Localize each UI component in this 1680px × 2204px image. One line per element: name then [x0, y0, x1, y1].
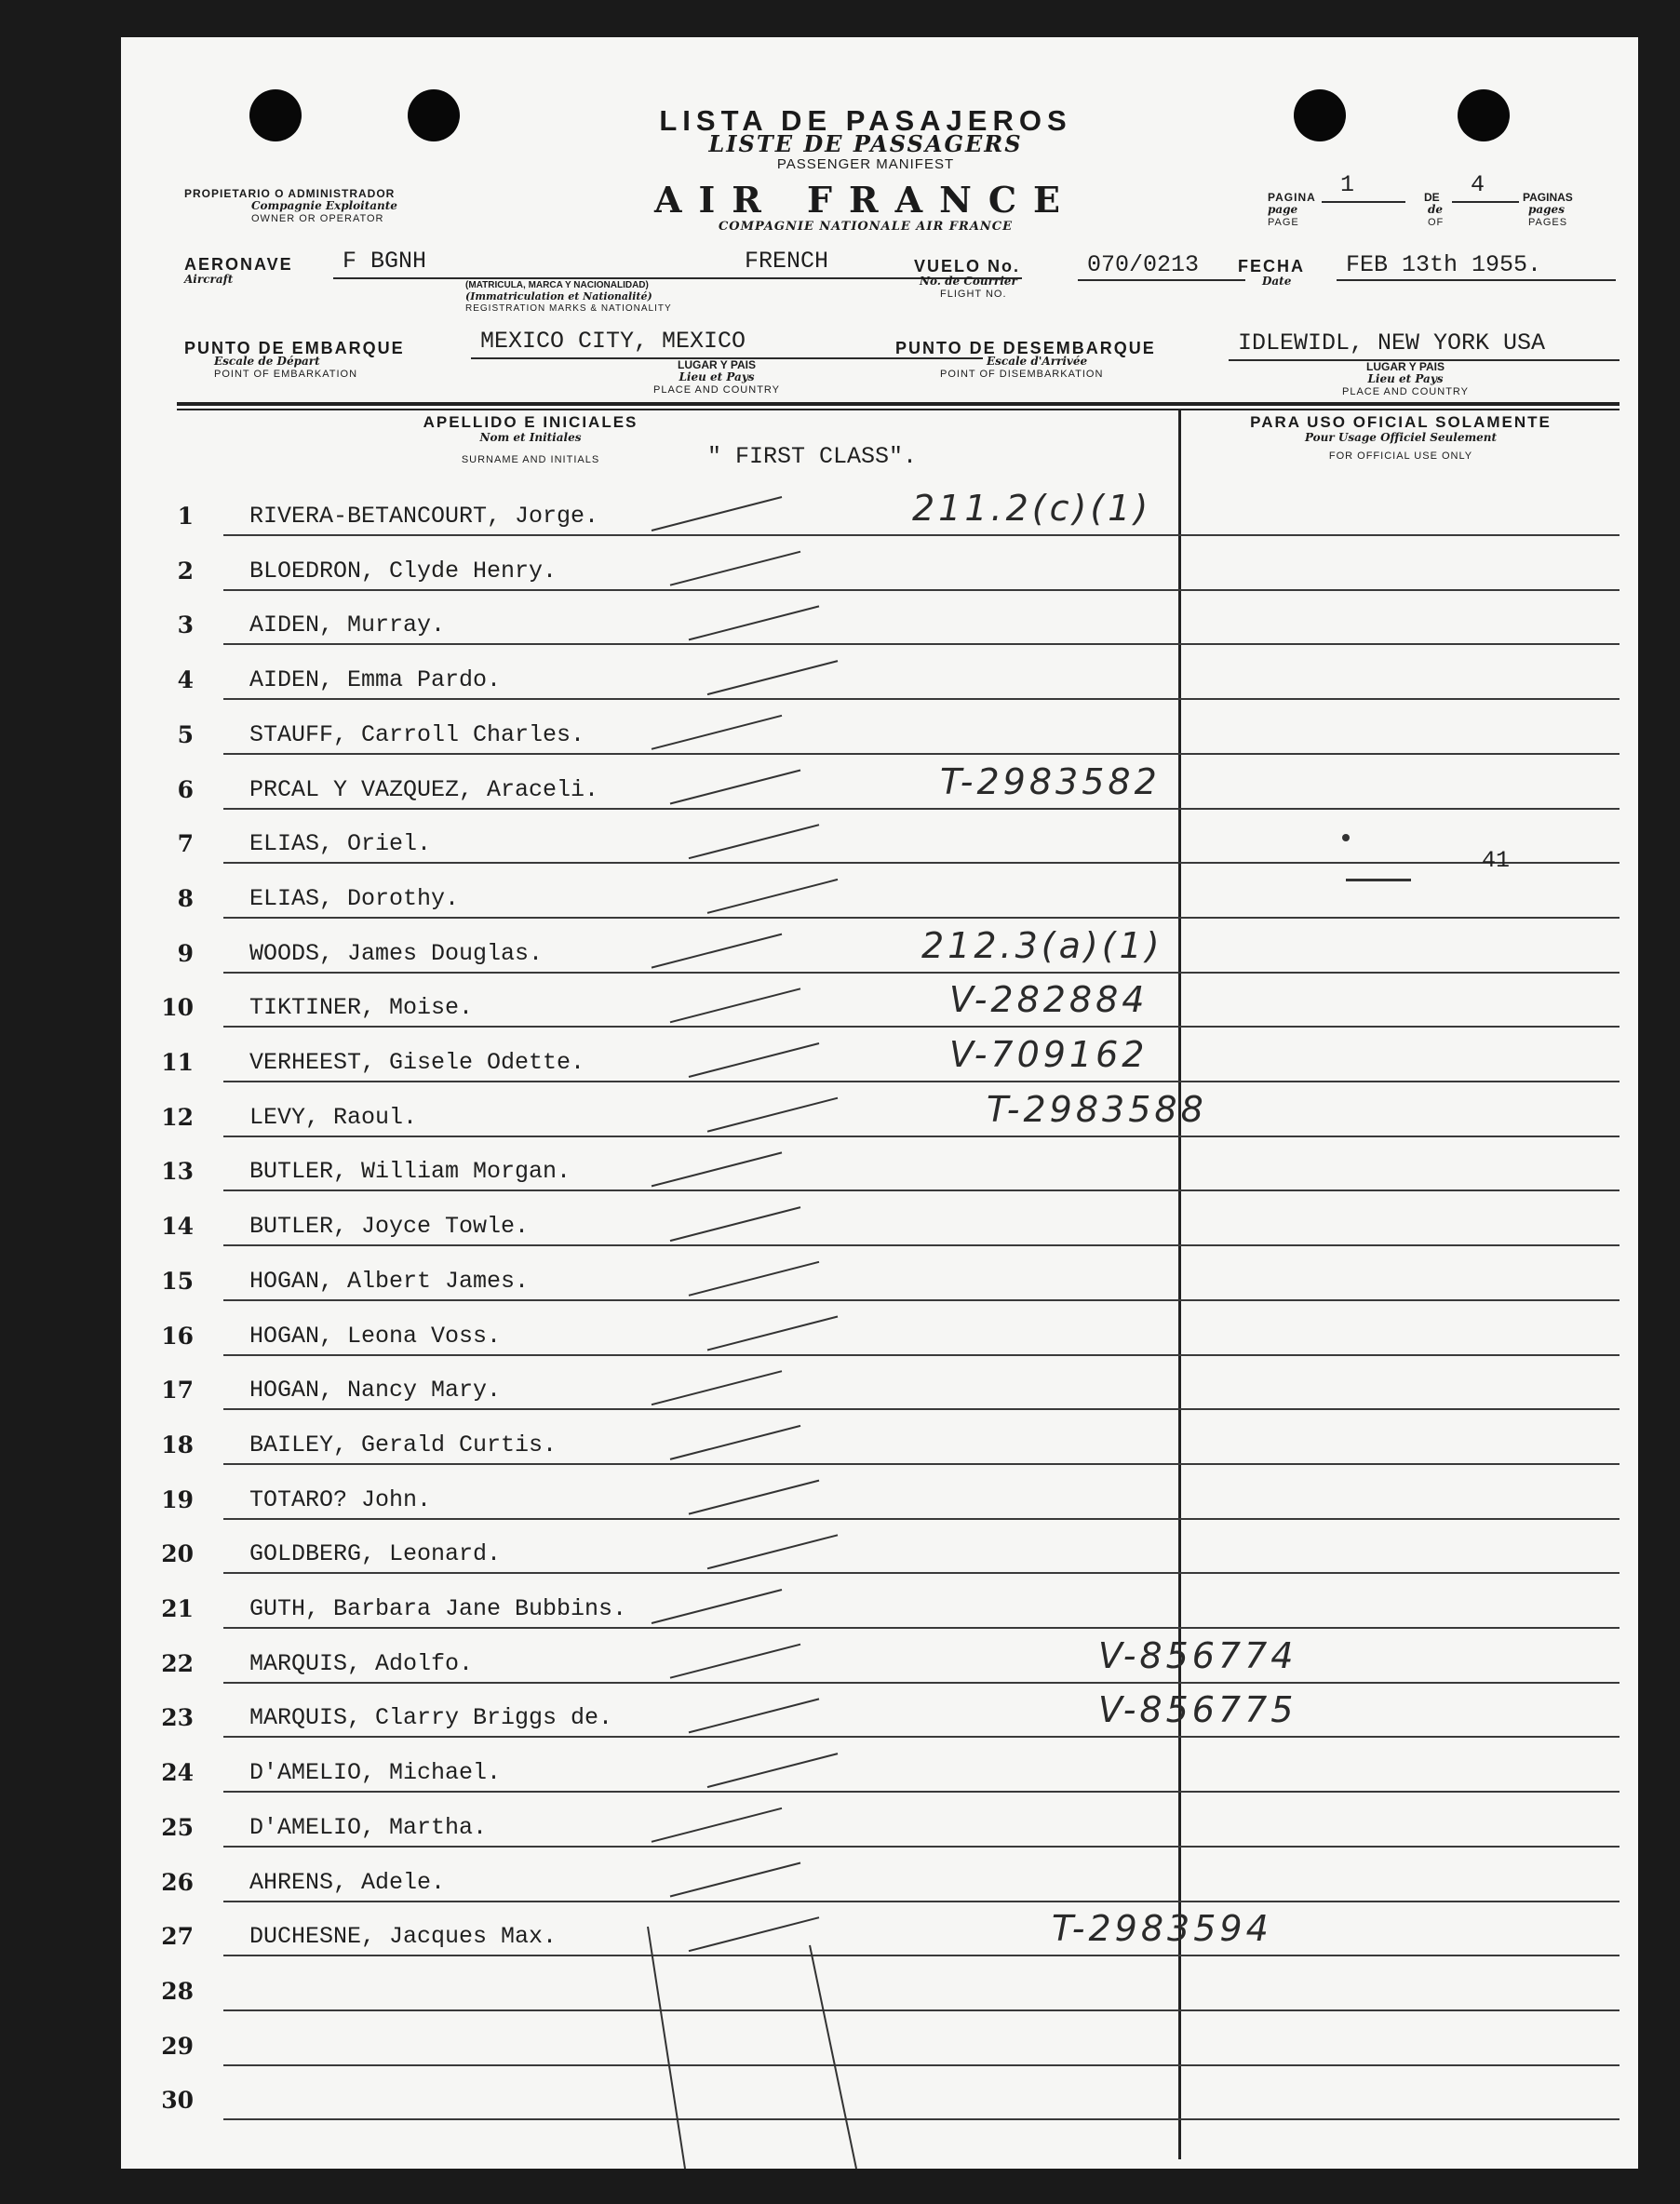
tick-mark [652, 1152, 782, 1186]
aircraft-label-es: AERONAVE [184, 255, 293, 274]
tick-mark [670, 1645, 800, 1678]
tick-mark [707, 1317, 838, 1351]
passenger-name: TIKTINER, Moise. [249, 994, 474, 1022]
passenger-name: VERHEEST, Gisele Odette. [249, 1049, 585, 1076]
owner-label-en: OWNER OR OPERATOR [251, 213, 384, 224]
aircraft-nationality: FRENCH [745, 248, 829, 275]
row-number: 13 [161, 1158, 194, 1186]
row-number: 7 [177, 830, 194, 858]
tick-mark [670, 1863, 800, 1897]
pages-label-en: PAGES [1528, 217, 1568, 228]
date-label-es: FECHA [1238, 257, 1305, 276]
disembark-place-fr: Lieu et Pays [1367, 372, 1444, 385]
tick-mark [707, 1535, 838, 1568]
passenger-name: LEVY, Raoul. [249, 1103, 418, 1131]
visa-code: V-709162 [949, 1034, 1149, 1075]
passenger-name: MARQUIS, Clarry Briggs de. [249, 1704, 613, 1732]
pencil-stroke [648, 1927, 685, 2169]
row-number: 17 [161, 1377, 194, 1404]
passenger-name: HOGAN, Leona Voss. [249, 1322, 502, 1350]
row-number: 2 [177, 557, 194, 585]
tick-mark [670, 552, 800, 585]
of-label-fr: de [1428, 203, 1444, 216]
flight-number: 070/0213 [1087, 251, 1200, 278]
disembark-place-es: LUGAR Y PAIS [1365, 360, 1445, 373]
row-number: 25 [161, 1813, 194, 1841]
row-number: 14 [161, 1213, 194, 1241]
passenger-name: WOODS, James Douglas. [249, 939, 544, 967]
row-number: 15 [161, 1267, 194, 1295]
flight-label-en: FLIGHT NO. [940, 289, 1007, 300]
row-number: 6 [177, 775, 194, 803]
embark-label-en: POINT OF EMBARKATION [214, 369, 358, 380]
visa-code: V-856775 [1098, 1689, 1297, 1731]
embark-place-fr: Lieu et Pays [679, 370, 755, 383]
official-column-en: FOR OFFICIAL USE ONLY [1328, 450, 1473, 462]
title-es: LISTA DE PASAJEROS [659, 104, 1072, 137]
official-mark: 41 [1482, 847, 1511, 874]
title-en: PASSENGER MANIFEST [776, 156, 955, 172]
row-number: 5 [177, 720, 194, 748]
row-number: 26 [161, 1868, 194, 1896]
page-number: 1 [1340, 171, 1355, 198]
passenger-name: BUTLER, Joyce Towle. [249, 1213, 530, 1241]
registration-label-en: REGISTRATION MARKS & NATIONALITY [465, 303, 672, 314]
embark-value: MEXICO CITY, MEXICO [480, 328, 746, 355]
row-number: 29 [161, 2032, 194, 2060]
row-number: 23 [161, 1704, 194, 1732]
passenger-name: ELIAS, Dorothy. [249, 884, 460, 912]
passenger-name: HOGAN, Nancy Mary. [249, 1377, 502, 1404]
row-number: 9 [177, 939, 194, 967]
tick-mark [707, 661, 838, 694]
passenger-name: DUCHESNE, Jacques Max. [249, 1923, 558, 1951]
tick-mark [652, 934, 782, 968]
row-number: 3 [177, 611, 194, 639]
tick-mark [652, 497, 782, 531]
embark-place-es: LUGAR Y PAIS [677, 358, 757, 371]
row-number: 16 [161, 1322, 194, 1350]
tick-mark [670, 771, 800, 804]
visa-code: V-282884 [949, 979, 1149, 1021]
row-number: 28 [161, 1977, 194, 2005]
aircraft-registration: F BGNH [343, 248, 427, 275]
passenger-name: GOLDBERG, Leonard. [249, 1540, 502, 1568]
passenger-name: BAILEY, Gerald Curtis. [249, 1431, 558, 1458]
tick-marks [121, 37, 1638, 2169]
embark-label-fr: Escale de Départ [214, 355, 320, 368]
flight-label-es: VUELO No. [914, 257, 1021, 276]
row-number: 20 [161, 1540, 194, 1568]
tick-mark [689, 1699, 819, 1732]
tick-mark [707, 880, 838, 913]
row-number: 1 [177, 503, 194, 530]
passenger-name: AIDEN, Emma Pardo. [249, 666, 502, 694]
row-number: 4 [177, 666, 194, 694]
tick-mark [670, 988, 800, 1022]
aircraft-label-fr: Aircraft [184, 273, 234, 286]
row-number: 22 [161, 1649, 194, 1677]
passenger-name: TOTARO? John. [249, 1485, 432, 1513]
disembark-value: IDLEWIDL, NEW YORK USA [1238, 329, 1546, 356]
passenger-name: AHRENS, Adele. [249, 1868, 446, 1896]
passenger-name: AIDEN, Murray. [249, 611, 446, 639]
pages-label-fr: pages [1528, 203, 1565, 216]
registration-label-es: (MATRICULA, MARCA Y NACIONALIDAD) [465, 280, 649, 290]
of-label-es: DE [1424, 191, 1440, 204]
flight-date: FEB 13th 1955. [1346, 251, 1542, 278]
official-column-es: PARA USO OFICIAL SOLAMENTE [1250, 413, 1552, 431]
visa-code: 211.2(c)(1) [912, 488, 1152, 529]
pages-label-es: PAGINAS [1523, 191, 1573, 204]
row-number: 11 [161, 1049, 194, 1076]
date-label-fr: Date [1262, 275, 1292, 288]
names-column-es: APELLIDO E INICIALES [423, 413, 638, 431]
tick-mark [707, 1754, 838, 1787]
passenger-name: BLOEDRON, Clyde Henry. [249, 557, 558, 585]
registration-label-fr: (Immatriculation et Nationalité) [465, 290, 652, 302]
passenger-name: MARQUIS, Adolfo. [249, 1649, 474, 1677]
row-number: 8 [177, 884, 194, 912]
visa-code: T-2983582 [940, 760, 1161, 802]
official-column-fr: Pour Usage Officiel Seulement [1304, 431, 1498, 444]
tick-mark [689, 1481, 819, 1514]
row-number: 30 [161, 2087, 194, 2115]
of-label-en: OF [1428, 217, 1445, 228]
disembark-label-es: PUNTO DE DESEMBARQUE [895, 339, 1156, 357]
tick-mark [689, 825, 819, 858]
passenger-name: PRCAL Y VAZQUEZ, Araceli. [249, 775, 599, 803]
disembark-place-en: PLACE AND COUNTRY [1342, 386, 1469, 397]
row-number: 18 [161, 1431, 194, 1458]
carrier-sub: COMPAGNIE NATIONALE AIR FRANCE [718, 220, 1014, 234]
title-fr: LISTE DE PASSAGERS [708, 130, 1023, 157]
owner-label-es: PROPIETARIO O ADMINISTRADOR [184, 187, 396, 200]
manifest-sheet [121, 37, 1638, 2169]
disembark-label-en: POINT OF DISEMBARKATION [940, 369, 1104, 380]
row-number: 10 [161, 994, 194, 1022]
passenger-name: HOGAN, Albert James. [249, 1267, 530, 1295]
disembark-label-fr: Escale d'Arrivée [987, 355, 1088, 368]
tick-mark [689, 606, 819, 639]
passenger-name: BUTLER, William Morgan. [249, 1158, 571, 1186]
tick-mark [689, 1917, 819, 1951]
tick-mark [689, 1043, 819, 1077]
row-number: 12 [161, 1103, 194, 1131]
visa-code: 212.3(a)(1) [921, 924, 1163, 966]
page-label-es: PAGINA [1268, 191, 1316, 204]
page-total: 4 [1471, 171, 1485, 198]
passenger-name: D'AMELIO, Michael. [249, 1759, 502, 1787]
passenger-name: D'AMELIO, Martha. [249, 1813, 488, 1841]
passenger-name: STAUFF, Carroll Charles. [249, 720, 585, 748]
tick-mark [652, 1808, 782, 1842]
tick-mark [707, 1098, 838, 1132]
passenger-name: RIVERA-BETANCOURT, Jorge. [249, 503, 599, 530]
tick-mark [670, 1426, 800, 1459]
visa-code: T-2983588 [987, 1088, 1207, 1130]
tick-mark [670, 1207, 800, 1241]
row-number: 21 [161, 1595, 194, 1622]
tick-mark [689, 1262, 819, 1296]
class-label: " FIRST CLASS". [707, 443, 918, 470]
row-number: 27 [161, 1923, 194, 1951]
names-column-fr: Nom et Initiales [479, 431, 582, 444]
tick-mark [652, 716, 782, 749]
passenger-name: GUTH, Barbara Jane Bubbins. [249, 1595, 627, 1622]
tick-mark [652, 1371, 782, 1404]
page-label-fr: page [1268, 203, 1298, 216]
passenger-name: ELIAS, Oriel. [249, 830, 432, 858]
embark-place-en: PLACE AND COUNTRY [653, 384, 780, 396]
row-number: 19 [161, 1485, 194, 1513]
owner-label-fr: Compagnie Exploitante [251, 199, 397, 212]
page-label-en: PAGE [1268, 217, 1299, 228]
visa-code: T-2983594 [1052, 1908, 1272, 1950]
embark-label-es: PUNTO DE EMBARQUE [184, 339, 405, 357]
carrier-name: AIR FRANCE [653, 179, 1078, 221]
flight-label-fr: No. de Courrier [920, 275, 1017, 288]
row-number: 24 [161, 1759, 194, 1787]
pencil-stroke [810, 1945, 856, 2169]
visa-code: V-856774 [1098, 1634, 1297, 1676]
tick-mark [652, 1590, 782, 1623]
names-column-en: SURNAME AND INITIALS [461, 454, 600, 465]
